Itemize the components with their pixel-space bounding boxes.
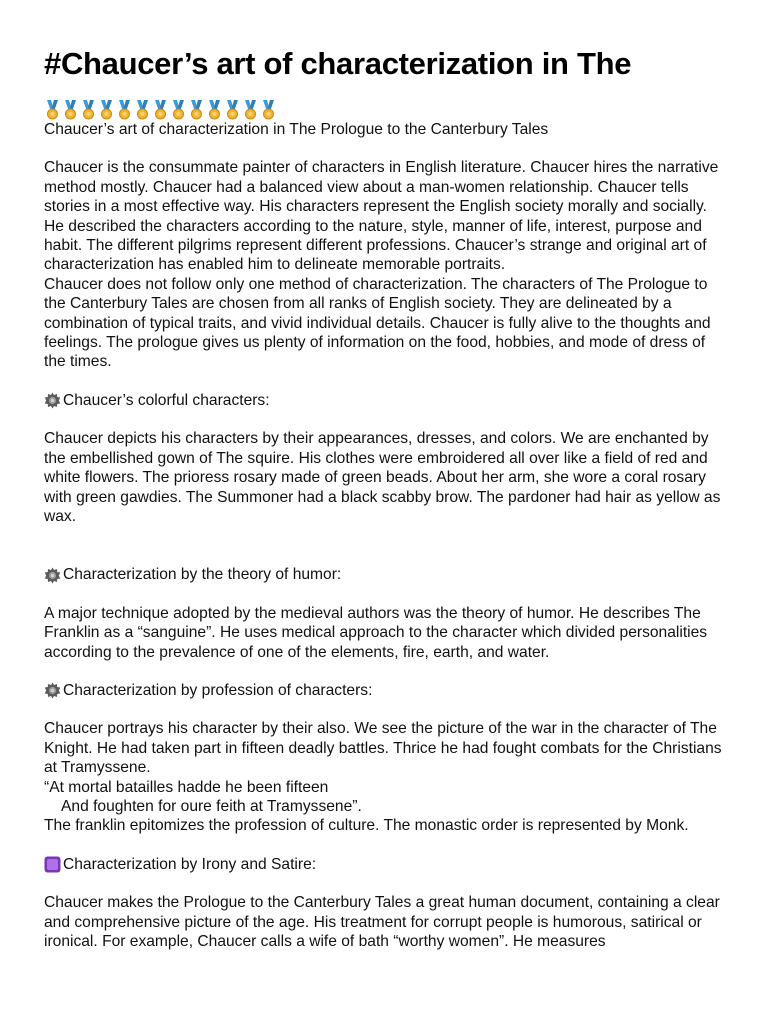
medal-icon [260,100,277,120]
medal-icon [80,100,97,120]
section-heading-profession [44,681,728,700]
quote-line-2: And foughten for oure feith at Tramyssene”. [61,797,362,815]
medal-icon [44,100,61,120]
purple-square-icon [44,856,61,873]
sparkle-badge-icon [44,392,61,409]
medal-icon [188,100,205,120]
section-heading-text: Characterization by the theory of humor: [63,566,342,584]
section-heading-text: Characterization by Irony and Satire: [63,855,317,873]
humor-paragraph: A major technique adopted by the medieval authors was the theory of humor. He describes The Franklin as a “sanguine”. He uses medical approach to the character which divided personalities according to the prevalence of one of the elements, fire, earth, and water. [44,604,708,661]
medal-icon [152,100,169,120]
sparkle-badge-icon [44,682,61,699]
medal-icon [98,100,115,120]
section-heading-irony [44,855,728,874]
article-body [44,120,728,951]
intro-paragraph-1: Chaucer is the consummate painter of characters in English literature. Chaucer hires the narrative method mostly. Chaucer had a balanced view about a man-women relationship. Chaucer tells stories in a most effective way. His characters represent the English society morally and socially. He described the characters according to the nature, style, manner of life, interest, purpose and habit. The different pilgrims represent different professions. Chaucer’s strange and original art of characterization has enabled him to delineate memorable portraits. [44,159,719,274]
quote-line-1: “At mortal batailles hadde he been fifteen [44,778,329,796]
section-heading-humor [44,565,728,584]
page-title: #Chaucer’s art of characterization in The [44,46,632,81]
section-heading-colorful [44,391,728,410]
sparkle-badge-icon [44,567,61,584]
irony-paragraph: Chaucer makes the Prologue to the Canterbury Tales a great human document, containing a clear and comprehensive picture of the age. His treatment for corrupt people is humorous, satirical or ironical. For example, Chaucer calls a wife of bath “worthy women”. He measures [44,894,720,950]
medal-icon [116,100,133,120]
profession-paragraph: Chaucer portrays his character by their also. We see the picture of the war in the character of The Knight. He had taken part in fifteen deadly battles. Thrice he had fought combats for the Christians at Tramyssene. [44,720,722,777]
medal-row [44,100,728,120]
medal-icon [134,100,151,120]
medal-icon [170,100,187,120]
intro-paragraph-2: Chaucer does not follow only one method of characterization. The characters of The Prologue to the Canterbury Tales are chosen from all ranks of English society. They are delineated by a combination of typical traits, and vivid individual details. Chaucer is fully alive to the thoughts and feelings. The prologue gives us plenty of information on the food, hobbies, and mode of dress of the times. [44,275,711,371]
profession-paragraph-after: The franklin epitomizes the profession of culture. The monastic order is represented by Monk. [44,817,689,835]
medal-icon [242,100,259,120]
medal-icon [206,100,223,120]
subtitle: Chaucer’s art of characterization in The Prologue to the Canterbury Tales [44,121,549,138]
medal-icon [224,100,241,120]
colorful-paragraph: Chaucer depicts his characters by their appearances, dresses, and colors. We are enchanted by the embellished gown of The squire. His clothes were embroidered all over like a field of red and white flowers. The prioress rosary made of green beads. About her arm, she wore a coral rosary with green gawdies. The Summoner had a black scabby brow. The pardoner had hair as yellow as wax. [44,430,721,525]
medal-icon [62,100,79,120]
section-heading-text: Characterization by profession of characters: [63,681,373,699]
section-heading-text: Chaucer’s colorful characters: [63,391,270,409]
